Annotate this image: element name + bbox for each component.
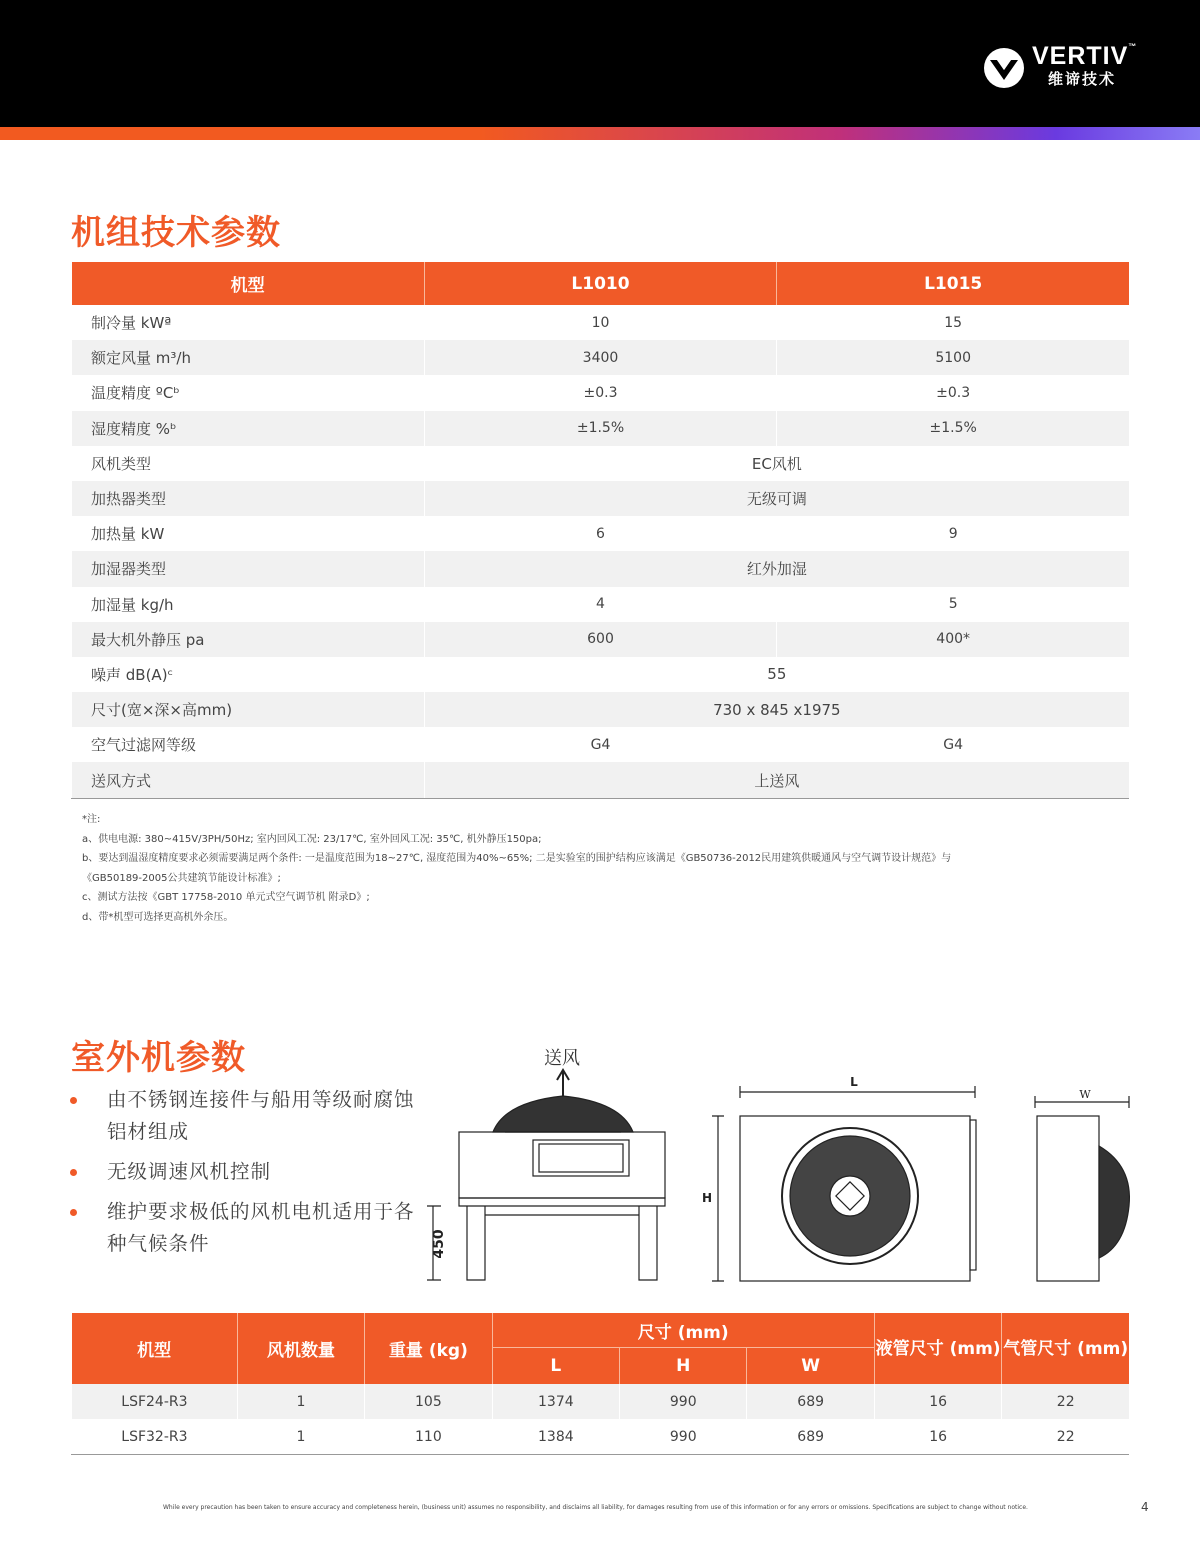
cell-fans: 1 [237,1384,364,1419]
page-header [0,0,1200,127]
col-header-l1010: L1010 [424,262,777,305]
merged-value: 上送风 [424,762,1129,798]
feature-list [70,1084,420,1268]
row-label: 加湿器类型 [72,551,425,586]
table-row [72,551,1130,586]
outdoor-unit-table [71,1313,1129,1455]
table-row [72,340,1130,375]
footer-disclaimer: While every precaution has been taken to ensure accuracy and completeness herein, (business unit) assumes no responsibility, and disclaims all liability, for damages resulting from use of this information or for any errors or omissions. Specifications are subject to change without notice. [163,1504,1028,1511]
row-label: 尺寸(宽×深×高mm) [72,692,425,727]
merged-value: 730 x 845 x1975 [424,692,1129,727]
col-header-weight: 重量 (kg) [365,1313,492,1384]
feature-item: 维护要求极低的风机电机适用于各种气候条件 [70,1196,420,1260]
table-row [72,1384,1130,1419]
value-l1015: ±0.3 [777,375,1129,410]
spec-notes [82,810,1132,927]
row-label: 噪声 dB(A)ᶜ [72,657,425,692]
table-row [72,1419,1130,1455]
cell-liquid: 16 [874,1419,1002,1455]
cell-h: 990 [620,1419,747,1455]
value-l1010: ±1.5% [424,411,777,446]
merged-value: 55 [424,657,1129,692]
table-row [72,411,1130,446]
row-label: 加湿量 kg/h [72,587,425,622]
unit-spec-table [71,262,1129,799]
value-l1015: G4 [777,727,1129,762]
table-row [72,692,1130,727]
merged-value: 红外加湿 [424,551,1129,586]
table-row [72,622,1130,657]
value-l1015: 400* [777,622,1129,657]
bullet-dot-icon [70,1169,77,1176]
col-header-l1015: L1015 [777,262,1129,305]
value-l1015: 5 [777,587,1129,622]
row-label: 送风方式 [72,762,425,798]
note-line: 《GB50189-2005公共建筑节能设计标准》; [82,872,281,884]
table-row [72,762,1130,798]
row-label: 最大机外静压 pa [72,622,425,657]
cell-l: 1374 [492,1384,619,1419]
value-l1010: ±0.3 [424,375,777,410]
note-line: *注: [82,814,101,825]
col-header-model: 机型 [72,262,425,305]
row-label: 加热器类型 [72,481,425,516]
front-view-drawing [712,1086,976,1281]
table-row [72,587,1130,622]
merged-value: 无级可调 [424,481,1129,516]
value-l1010: 6 [424,516,777,551]
airflow-label: 送风 [544,1048,580,1069]
col-header-model: 机型 [72,1313,238,1384]
note-line: b、要达到温湿度精度要求必须需要满足两个条件: 一是温度范围为18~27℃, 湿度范围为40%~65%; 二是实验室的围护结构应该满足《GB50736-2012民用建筑供暖通风与空气调节设计规范》与 [82,853,952,864]
row-label: 温度精度 ºCᵇ [72,375,425,410]
table-row [72,305,1130,340]
cell-weight: 105 [365,1384,492,1419]
row-label: 风机类型 [72,446,425,481]
col-header-fan-count: 风机数量 [237,1313,364,1384]
cell-h: 990 [620,1384,747,1419]
brand-subtitle: 维谛技术 [1048,70,1117,88]
cell-w: 689 [747,1419,874,1455]
cell-model: LSF32-R3 [72,1419,238,1455]
col-header-size: 尺寸 (mm) [492,1313,874,1348]
bullet-dot-icon [70,1097,77,1104]
dimension-l-label: L [850,1075,858,1089]
value-l1010: G4 [424,727,777,762]
table-row [72,481,1130,516]
feature-item: 无级调速风机控制 [70,1156,420,1188]
value-l1010: 3400 [424,340,777,375]
cell-fans: 1 [237,1419,364,1455]
row-label: 制冷量 kWª [72,305,425,340]
section-title-unit-specs: 机组技术参数 [71,213,281,253]
cell-liquid: 16 [874,1384,1002,1419]
note-line: d、带*机型可选择更高机外余压。 [82,911,234,923]
outdoor-unit-drawings [415,1040,1135,1290]
spec-table-header [72,262,1130,305]
table-row [72,657,1130,692]
dimension-w-label: W [1079,1088,1091,1101]
row-label: 加热量 kW [72,516,425,551]
cell-l: 1384 [492,1419,619,1455]
row-label: 空气过滤网等级 [72,727,425,762]
section-title-outdoor-specs: 室外机参数 [71,1038,246,1078]
table-row [72,375,1130,410]
merged-value: EC风机 [424,446,1129,481]
vertiv-chevron-icon [982,46,1026,90]
note-line: c、测试方法按《GBT 17758-2010 单元式空气调节机 附录D》; [82,892,370,903]
header-gradient-bar [0,127,1200,140]
vertiv-logo [982,42,1142,92]
value-l1010: 600 [424,622,777,657]
feature-item: 由不锈钢连接件与船用等级耐腐蚀铝材组成 [70,1084,420,1148]
col-header-gas-pipe: 气管尺寸 (mm) [1002,1313,1129,1384]
col-header-liquid-pipe: 液管尺寸 (mm) [874,1313,1002,1384]
cell-model: LSF24-R3 [72,1384,238,1419]
side-profile-drawing [1035,1096,1129,1281]
table-row [72,727,1130,762]
page-number: 4 [1141,1500,1149,1514]
value-l1015: 9 [777,516,1129,551]
brand-name: VERTIV™ [1032,42,1138,70]
table-row [72,446,1130,481]
bullet-dot-icon [70,1209,77,1216]
value-l1015: ±1.5% [777,411,1129,446]
value-l1010: 10 [424,305,777,340]
value-l1010: 4 [424,587,777,622]
col-header-size-w: W [747,1348,874,1385]
cell-w: 689 [747,1384,874,1419]
note-line: a、供电电源: 380~415V/3PH/50Hz; 室内回风工况: 23/17℃, 室外回风工况: 35℃, 机外静压150pa; [82,833,542,845]
cell-gas: 22 [1002,1384,1129,1419]
value-l1015: 15 [777,305,1129,340]
value-l1015: 5100 [777,340,1129,375]
row-label: 湿度精度 %ᵇ [72,411,425,446]
cell-gas: 22 [1002,1419,1129,1455]
col-header-size-l: L [492,1348,619,1385]
col-header-size-h: H [620,1348,747,1385]
table-row [72,516,1130,551]
row-label: 额定风量 m³/h [72,340,425,375]
dimension-h-label: H [701,1191,713,1205]
side-view-drawing [427,1070,665,1280]
cell-weight: 110 [365,1419,492,1455]
height-dimension-label: 450 [431,1229,447,1259]
